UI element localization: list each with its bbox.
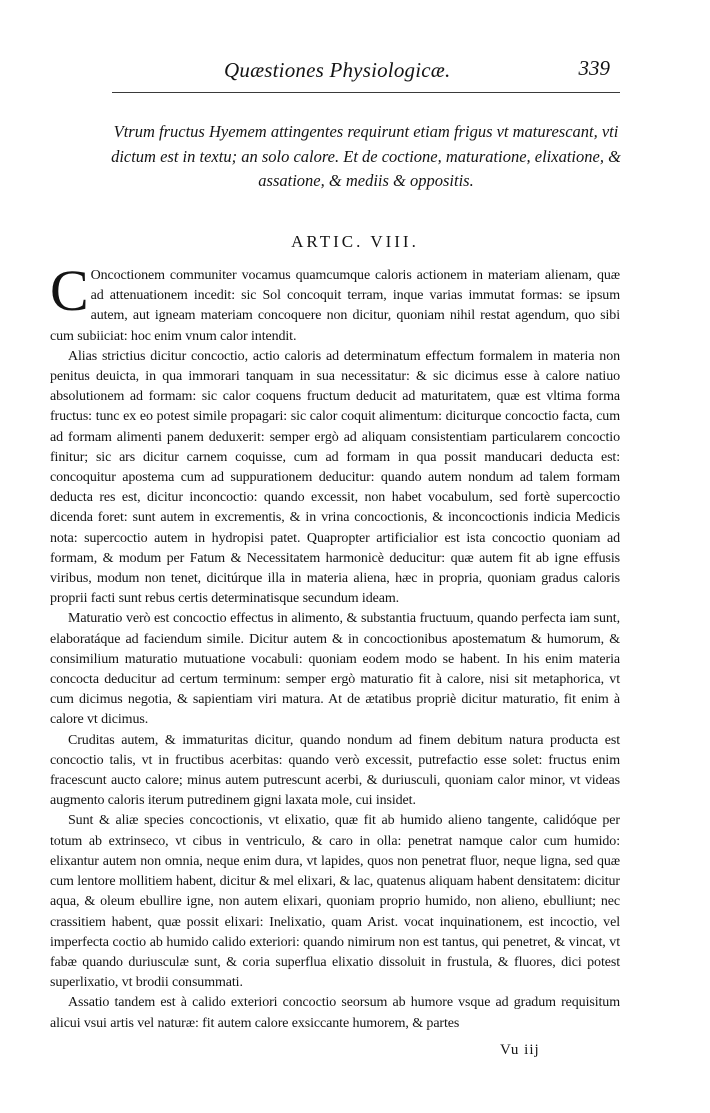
header-rule [112, 92, 620, 93]
paragraph-5: Sunt & aliæ species concoctionis, vt elixatio, quæ fit ab humido alieno tangente, calidóque per totum ab extrinseco, vt cibus in ventriculo, & caro in olla: penetrat namque calor cum humido: elixantur autem non omnia, neque enim dura, vt lapides, quos non penetrat fluor, neque ligna, sed quæ cum lentore mollitiem habent, dicitur & mel elixari, & lac, quatenus aliquam habent densitatem: dicitur aqua, & oleum ebullire igne, non autem elixari, quoniam proprio humido, non alieno, ebulliunt; nec crassitiem habent, quæ possit elixari: Inelixatio, quam Arist. vocat inquinationem, est incoctio, vel imperfecta coctio ab humido calido exteriori: quando nimirum non est tantus, qui penetret, & vincat, vt fabæ quando duriusculæ sunt, & coria superflua elixatio dissoluit in frustula, & fluores, dici potest superlixatio, vt brodii consummati. [50, 813, 620, 991]
paragraph-3: Maturatio verò est concoctio effectus in alimento, & substantia fructuum, quando perfecta iam sunt, elaboratáque ad faciendum simile. Dicitur autem & in concoctionibus apostematum & humorum, & consimilium maturatio mutuatione vocabuli: quoniam eodem modo se habent. In his enim materia concocta deducitur ad certum terminum: semper ergò maturatio fit à calore, nisi sit metaphorica, vt cum dicimus negotia, & sapientiam viri matura. At de ætatibus propriè dicitur maturatio, fit enim à calore vt dicimus. [50, 611, 620, 728]
drop-cap: C [50, 258, 89, 323]
paragraph-text: Oncoctionem communiter vocamus quamcumque caloris actionem in materiam alienam, quæ ad attenuationem incedit: sic Sol concoquit terram, inque varias immutat formas: se ipsum autem, aut igneam materiam concoquere non dicitur, quoniam nihil restat agendum, quo sibi cum subiiciat: hoc enim vnum calor intendit. [50, 268, 620, 344]
paragraph-2: Alias strictius dicitur concoctio, actio caloris ad determinatum effectum formalem in materia non penitus deuicta, in qua immorari tanquam in sua necessitatur: & sic dicimus esse à calore natiuo absolutionem ad formam: sic calor coquens fructum deducit ad maturitatem, quæ est vltima forma fructus: tunc ex eo potest simile propagari: sic calor coquit alimentum: diciturque concoctio facta, cum ad formam alimenti panem deduxerit: semper ergò ad aliquam consistentiam particularem concoctio finitur; sic ars dicitur carnem coquisse, cum ad formam in qua possit manducari deducta est: concoquitur apostema cum ad suppurationem deducitur: quando autem nondum ad talem formam deducta res est, dicitur inconcoctio: quando excessit, non habet vocabulum, sed fortè supercoctio dicenda foret: sunt autem in excrementis, & in vrina concoctionis, & inconcoctionis indicia Medicis nota: supercoctio autem in hydropisi patet. Quapropter artificialior est ista concoctio quoniam ad formam, & modum per Fatum & Necessitatem harmonicè deducitur: quæ autem fit ab igne effusis viribus, modum non tenet, dicitúrque illa in materia aliena, hæc in propria, quoniam gradus caloris proprii facti sunt rebus certis determinatisque secundum ideam. [50, 348, 620, 607]
body-text [50, 258, 620, 1034]
page-number: 339 [578, 56, 610, 80]
question-heading: Vtrum fructus Hyemem attingentes requirunt etiam frigus vt maturescant, vti dictum est in textu; an solo calore. Et de coctione, maturatione, elixatione, & assatione, & mediis & oppositis. [111, 122, 621, 190]
paragraph-6: Assatio tandem est à calido exteriori concoctio seorsum ab humore vsque ad gradum requisitum alicui vsui artis vel naturæ: fit autem calore exsiccante humorem, & partes [50, 995, 620, 1031]
running-title: Quæstiones Physiologicæ. [224, 58, 451, 82]
signature-mark: Vu iij [500, 1042, 540, 1058]
paragraph-1 [50, 258, 620, 347]
paragraph-4: Cruditas autem, & immaturitas dicitur, quando nondum ad finem debitum natura producta est concoctio talis, vt in fructibus acerbitas: quando verò excessit, putrefactio esse solet: fructus enim fracescunt aucto calore; minus autem putrescunt acerbi, & duriusculi, quoniam calor minor, vt videas augmento caloris iterum putredinem gigni laxata mole, cui insidet. [50, 732, 620, 809]
article-heading: ARTIC. VIII. [291, 232, 419, 251]
